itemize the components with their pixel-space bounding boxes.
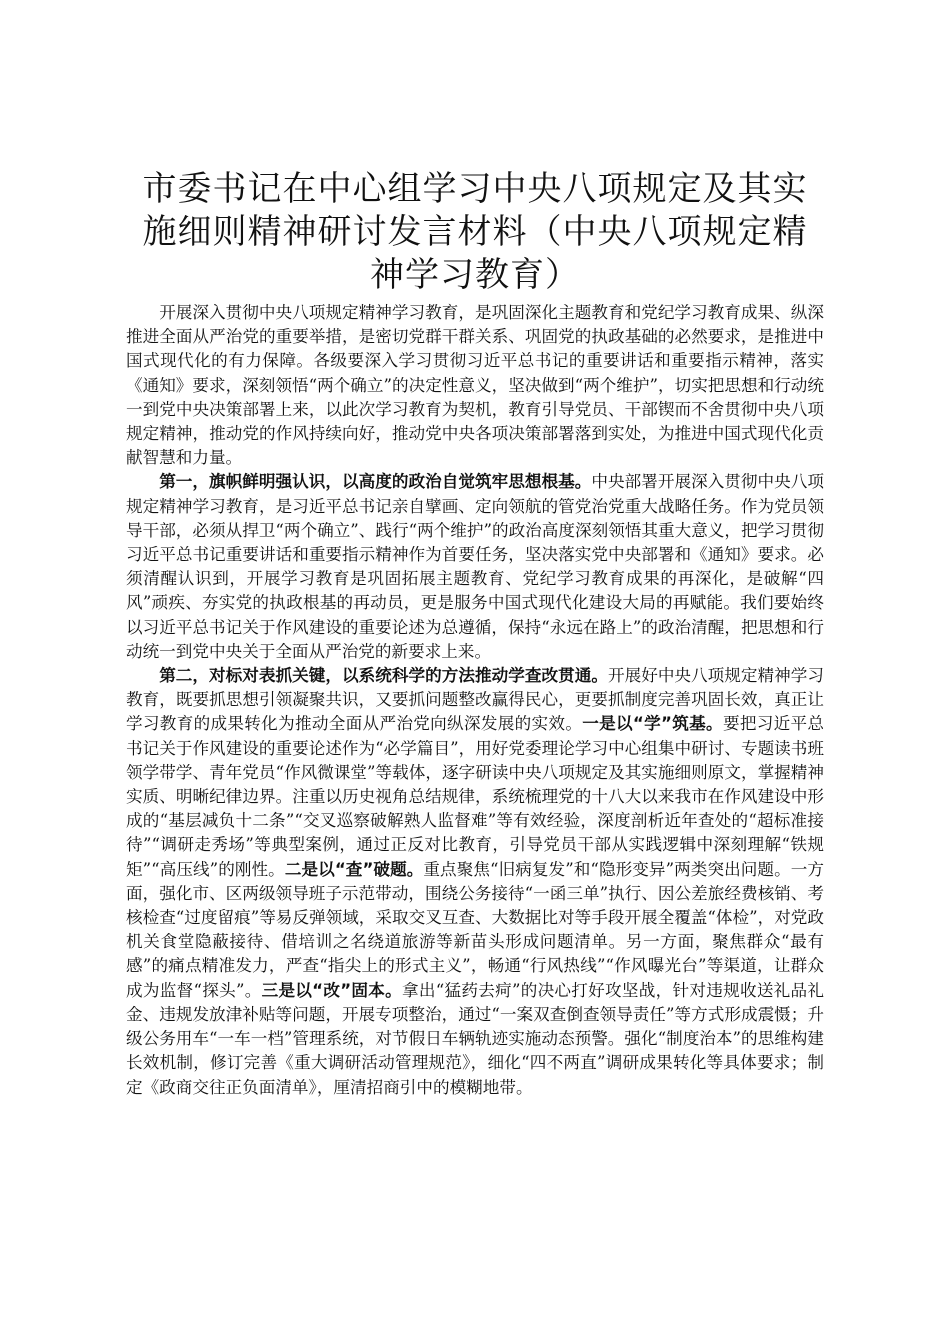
section-two-heading: 第二，对标对表抓关键，以系统科学的方法推动学查改贯通。 xyxy=(159,666,608,686)
document-page xyxy=(126,168,824,1100)
paragraph-text: 重点聚焦“旧病复发”和“隐形变异”两类突出问题。一方面，强化市、区两级领导班子示范带动，围绕公务接待“一函三单”执行、因公差旅经费核销、考核检查“过度留痕”等易反弹领域，采取交叉互查、大数据比对等手段开展全覆盖“体检”，对党政机关食堂隐蔽接待、借培训之名绕道旅游等新苗头形成问题清单。另一方面，聚焦群众“最有感”的痛点精准发力，严查“指尖上的形式主义”，畅通“行风热线”“作风曝光台”等渠道，让群众成为监督“探头”。 xyxy=(126,859,824,1000)
paragraph-text: 开展深入贯彻中央八项规定精神学习教育，是巩固深化主题教育和党纪学习教育成果、纵深推进全面从严治党的重要举措，是密切党群干群关系、巩固党的执政基础的必然要求，是推进中国式现代化的有力保障。各级要深入学习贯彻习近平总书记的重要讲话和重要指示精神，落实《通知》要求，深刻领悟“两个确立”的决定性意义，坚决做到“两个维护”，切实把思想和行动统一到党中央决策部署上来，以此次学习教育为契机，教育引导党员、干部锲而不舍贯彻中央八项规定精神，推动党的作风持续向好，推动党中央各项决策部署落到实处，为推进中国式现代化贡献智慧和力量。 xyxy=(126,303,824,468)
section-one-heading: 第一，旗帜鲜明强认识，以高度的政治自觉筑牢思想根基。 xyxy=(159,472,592,492)
document-title: 市委书记在中心组学习中央八项规定及其实施细则精神研讨发言材料（中央八项规定精神学习教育） xyxy=(142,169,808,295)
subpoint-two-heading: 二是以“查”破题。 xyxy=(284,859,424,879)
paragraph-text: 中央部署开展深入贯彻中央八项规定精神学习教育，是习近平总书记亲自擘画、定向领航的管党治党重大战略任务。作为党员领导干部，必须从捍卫“两个确立”、践行“两个维护”的政治高度深刻领悟其重大意义，把学习贯彻习近平总书记重要讲话和重要指示精神作为首要任务，坚决落实党中央部署和《通知》要求。必须清醒认识到，开展学习教育是巩固拓展主题教育、党纪学习教育成果的再深化，是破解“四风”顽疾、夯实党的执政根基的再动员，更是服务中国式现代化建设大局的再赋能。我们要始终以习近平总书记关于作风建设的重要论述为总遵循，保持“永远在路上”的政治清醒，把思想和行动统一到党中央关于全面从严治党的新要求上来。 xyxy=(126,472,825,661)
section-one-paragraph xyxy=(126,470,824,664)
paragraph-text: 要把习近平总书记关于作风建设的重要论述作为“必学篇目”，用好党委理论学习中心组集中研讨、专题读书班领学带学、青年党员“作风微课堂”等载体，逐字研读中央八项规定及其实施细则原文，掌握精神实质、明晰纪律边界。注重以历史视角总结规律，系统梳理党的十八大以来我市在作风建设中形成的“基层减负十二条”“交叉巡察破解熟人监督难”等有效经验，深度剖析近年查处的“超标准接待”“调研走秀场”等典型案例，通过正反对比教育，引导党员干部从实践逻辑中深刻理解“铁规矩”“高压线”的刚性。 xyxy=(126,714,825,879)
section-two-paragraph xyxy=(126,664,824,1100)
document-body xyxy=(126,301,824,1100)
subpoint-three-heading: 三是以“改”固本。 xyxy=(261,980,402,1000)
paragraph-text: 开展好中央八项规定精神学习教育，既要抓思想引领凝聚共识，又要抓问题整改赢得民心，更要抓制度完善巩固长效，真正让学习教育的成果转化为推动全面从严治党向纵深发展的实效。 xyxy=(126,666,824,734)
subpoint-one-heading: 一是以“学”筑基。 xyxy=(582,714,723,734)
paragraph-text: 拿出“猛药去疴”的决心打好攻坚战，针对违规收送礼品礼金、违规发放津补贴等问题，开展专项整治，通过“一案双查倒查领导责任”等方式形成震慑；升级公务用车“一车一档”管理系统，对节假日车辆轨迹实施动态预警。强化“制度治本”的思维构建长效机制，修订完善《重大调研活动管理规范》，细化“四不两直”调研成果转化等具体要求；制定《政商交往正负面清单》，厘清招商引中的模糊地带。 xyxy=(126,980,825,1097)
intro-paragraph xyxy=(126,301,824,470)
